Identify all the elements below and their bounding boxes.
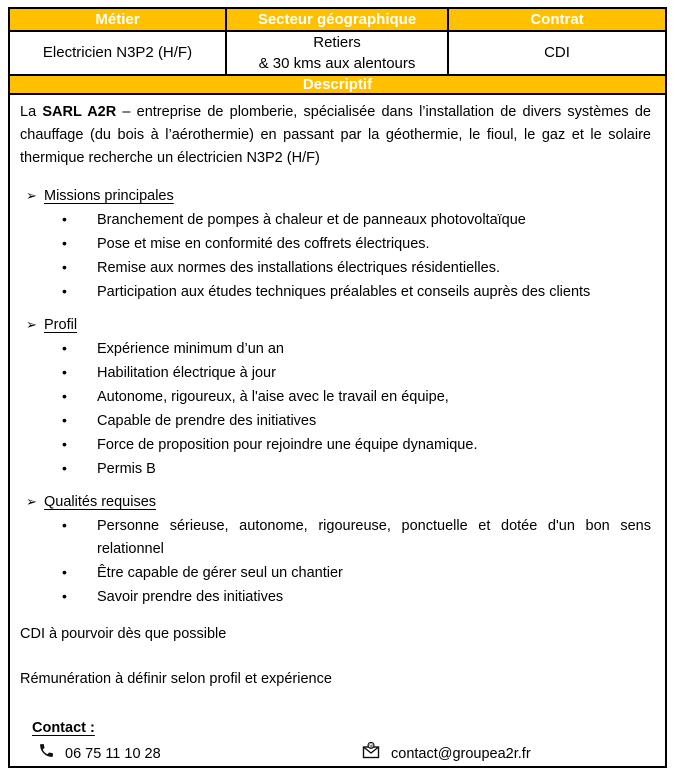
bullet-icon: •	[62, 460, 67, 476]
list-item	[20, 337, 651, 361]
bullet-text: Force de proposition pour rejoindre une équipe dynamique.	[97, 437, 478, 453]
phone-entry	[38, 742, 161, 767]
header-cell-secteur	[227, 9, 449, 32]
list-item	[20, 457, 651, 481]
list-item	[20, 280, 651, 304]
list-item	[20, 385, 651, 409]
contact-section	[32, 717, 651, 766]
list-item	[20, 585, 651, 609]
svg-text:@: @	[368, 743, 374, 750]
arrow-bullet-icon: ➢	[26, 188, 37, 203]
intro-prefix: La	[20, 104, 43, 120]
bullet-text: Habilitation électrique à jour	[97, 365, 276, 381]
company-name: SARL A2R	[42, 104, 117, 120]
location-line1: Retiers	[313, 33, 361, 51]
bullet-icon: •	[62, 340, 67, 356]
descriptif-banner	[10, 76, 665, 95]
value-cell-secteur	[227, 32, 449, 76]
list-item	[20, 409, 651, 433]
email-address: contact@groupea2r.fr	[391, 746, 531, 762]
contact-label: Contact :	[32, 720, 95, 736]
contract-type: CDI	[544, 44, 570, 62]
list-item	[20, 361, 651, 385]
bullet-text: Être capable de gérer seul un chantier	[97, 565, 343, 581]
location-line2: & 30 kms aux alentours	[258, 54, 416, 72]
list-item	[20, 433, 651, 457]
bullet-text: Branchement de pompes à chaleur et de panneaux photovoltaïque	[97, 212, 526, 228]
phone-number: 06 75 11 10 28	[65, 746, 161, 762]
header-label-contrat: Contrat	[530, 10, 584, 28]
bullet-icon: •	[62, 517, 67, 533]
section-qualites	[20, 490, 651, 609]
bullet-icon: •	[62, 588, 67, 604]
list-item	[20, 208, 651, 232]
email-entry	[362, 742, 531, 767]
description-body	[10, 95, 665, 766]
list-item	[20, 232, 651, 256]
arrow-bullet-icon: ➢	[26, 494, 37, 509]
closing-line-availability: CDI à pourvoir dès que possible	[20, 626, 227, 642]
bullet-icon: •	[62, 412, 67, 428]
bullet-text: Savoir prendre des initiatives	[97, 589, 284, 605]
section-title: Profil	[44, 317, 78, 333]
bullet-text: Capable de prendre des initiatives	[97, 413, 317, 429]
bullet-icon: •	[62, 564, 67, 580]
bullet-text: Expérience minimum d’un an	[97, 341, 284, 357]
header-cell-metier	[10, 9, 227, 32]
contact-row	[32, 742, 651, 766]
job-posting-document	[8, 7, 667, 768]
bullet-icon: •	[62, 364, 67, 380]
phone-handset-icon	[38, 742, 55, 767]
section-title: Qualités requises	[44, 494, 157, 510]
section-missions	[20, 184, 651, 304]
bullet-text: Autonome, rigoureux, à l'aise avec le travail en équipe,	[97, 389, 449, 405]
bullet-text: Pose et mise en conformité des coffrets électriques.	[97, 236, 430, 252]
bullet-text: Personne sérieuse, autonome, rigoureuse, ponctuelle et dotée d'un bon sens relationnel	[97, 518, 651, 557]
bullet-text: Remise aux normes des installations électriques résidentielles.	[97, 260, 500, 276]
header-label-metier: Métier	[95, 10, 140, 28]
section-title: Missions principales	[44, 188, 174, 204]
envelope-at-icon	[362, 742, 381, 767]
bullet-text: Permis B	[97, 461, 156, 477]
section-title-row	[20, 313, 651, 337]
bullet-icon: •	[62, 388, 67, 404]
descriptif-label: Descriptif	[302, 75, 373, 93]
list-item	[20, 256, 651, 280]
section-title-row	[20, 184, 651, 208]
bullet-icon: •	[62, 235, 67, 251]
intro-paragraph	[20, 101, 651, 170]
header-label-secteur: Secteur géographique	[257, 10, 417, 28]
bullet-icon: •	[62, 211, 67, 227]
intro-rest: – entreprise de plomberie, spécialisée dans l’installation de divers systèmes de chauffage (du bois à l’aérothermie) en passant par la géothermie, le fioul, le gaz et le solaire thermique recherche un électricien N3P2 (H/F)	[20, 104, 651, 166]
job-title: Electricien N3P2 (H/F)	[42, 44, 193, 62]
value-cell-metier	[10, 32, 227, 76]
bullet-text: Participation aux études techniques préalables et conseils auprès des clients	[97, 284, 591, 300]
bullet-icon: •	[62, 283, 67, 299]
list-item	[20, 514, 651, 561]
value-cell-contrat	[449, 32, 665, 76]
bullet-icon: •	[62, 436, 67, 452]
closing-line-salary: Rémunération à définir selon profil et expérience	[20, 671, 332, 687]
arrow-bullet-icon: ➢	[26, 317, 37, 332]
bullet-icon: •	[62, 259, 67, 275]
table-header-row	[10, 9, 665, 32]
list-item	[20, 561, 651, 585]
section-title-row	[20, 490, 651, 514]
header-cell-contrat	[449, 9, 665, 32]
section-profil	[20, 313, 651, 481]
table-value-row	[10, 32, 665, 76]
